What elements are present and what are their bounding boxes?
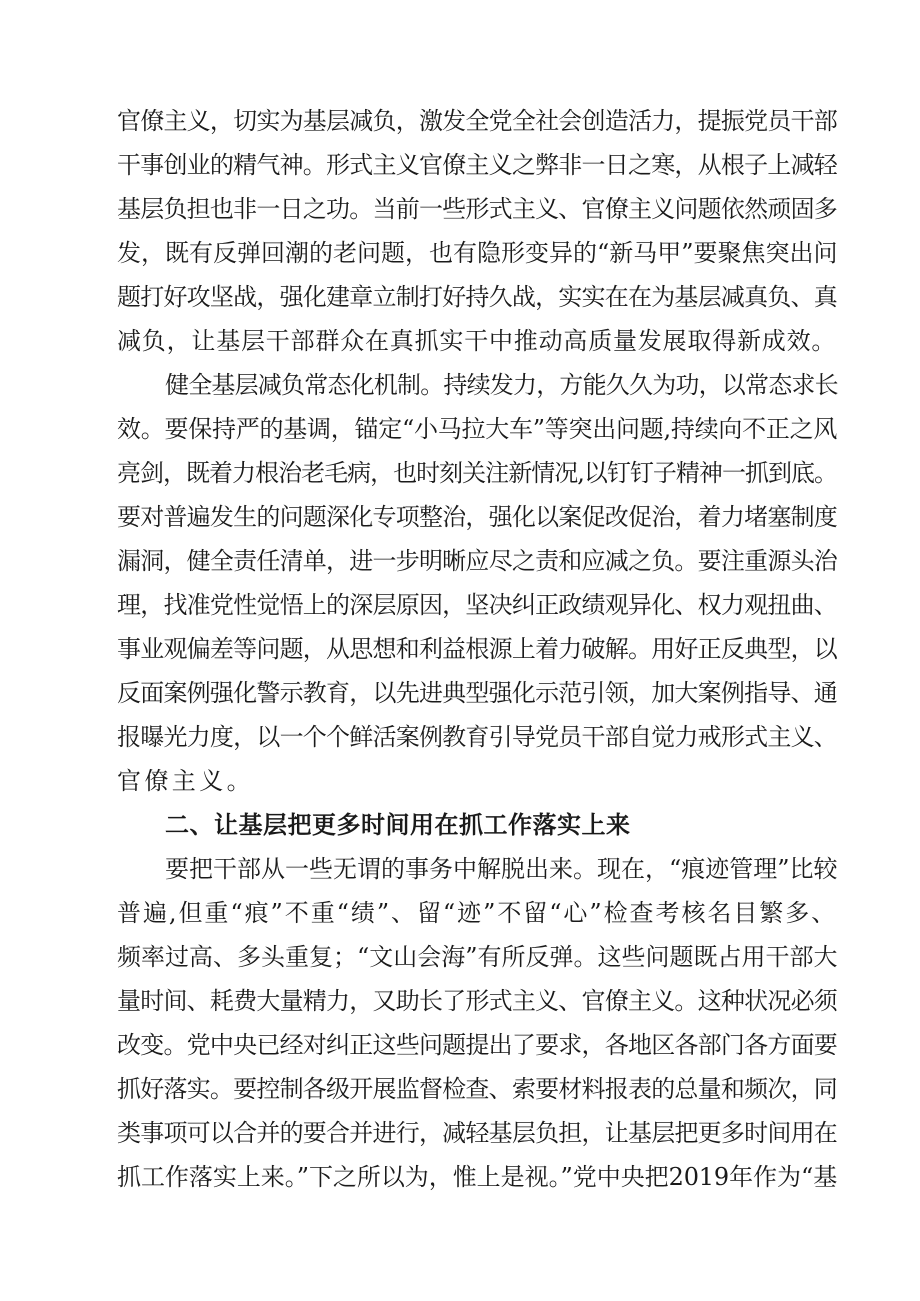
document-page [117, 99, 837, 1199]
text-line: 抓好落实。要控制各级开展监督检查、索要材料报表的总量和频次，同 [117, 1075, 837, 1103]
text-line: 亮剑，既着力根治老毛病，也时刻关注新情况,以钉钉子精神一抓到底。 [117, 459, 837, 487]
text-line: 改变。党中央已经对纠正这些问题提出了要求，各地区各部门各方面要 [117, 1031, 837, 1059]
text-line: 普遍,但重“痕”不重“绩”、留“迹”不留“心”检查考核名目繁多、 [117, 899, 837, 927]
text-line: 题打好攻坚战，强化建章立制打好持久战，实实在在为基层减真负、真 [117, 283, 837, 311]
text-line: 事业观偏差等问题，从思想和利益根源上着力破解。用好正反典型，以 [117, 635, 837, 663]
text-line: 官僚主义。 [117, 767, 254, 795]
section-heading: 二、让基层把更多时间用在抓工作落实上来 [165, 811, 631, 839]
body-paragraph-3 [117, 847, 837, 1199]
text-line: 减负，让基层干部群众在真抓实干中推动高质量发展取得新成效。 [117, 327, 837, 355]
text-line: 健全基层减负常态化机制。持续发力，方能久久为功，以常态求长 [165, 371, 838, 399]
text-line: 反面案例强化警示教育，以先进典型强化示范引领，加大案例指导、通 [117, 679, 837, 707]
text-line: 官僚主义，切实为基层减负，激发全党全社会创造活力，提振党员干部 [117, 107, 837, 135]
text-line: 发，既有反弹回潮的老问题，也有隐形变异的“新马甲”要聚焦突出问 [117, 239, 838, 267]
text-line: 量时间、耗费大量精力，又助长了形式主义、官僚主义。这种状况必须 [117, 987, 837, 1015]
text-line: 效。要保持严的基调，锚定“小马拉大车”等突出问题,持续向不正之风 [117, 415, 837, 443]
text-line: 基层负担也非一日之功。当前一些形式主义、官僚主义问题依然顽固多 [117, 195, 837, 223]
text-line: 报曝光力度，以一个个鲜活案例教育引导党员干部自觉力戒形式主义、 [117, 723, 837, 751]
body-paragraph-2 [117, 363, 837, 803]
text-line: 要把干部从一些无谓的事务中解脱出来。现在，“痕迹管理”比较 [165, 855, 838, 883]
text-line: 漏洞，健全责任清单，进一步明晰应尽之责和应减之负。要注重源头治 [117, 547, 837, 575]
text-line: 理，找准党性觉悟上的深层原因，坚决纠正政绩观异化、权力观扭曲、 [117, 591, 837, 619]
body-paragraph-1 [117, 99, 837, 363]
text-line: 抓工作落实上来。”下之所以为，惟上是视。”党中央把2019年作为“基 [117, 1163, 837, 1191]
text-line: 类事项可以合并的要合并进行，减轻基层负担，让基层把更多时间用在 [117, 1119, 837, 1147]
text-line: 干事创业的精气神。形式主义官僚主义之弊非一日之寒，从根子上减轻 [117, 151, 837, 179]
text-line: 要对普遍发生的问题深化专项整治，强化以案促改促治，着力堵塞制度 [117, 503, 837, 531]
text-line: 频率过高、多头重复；“文山会海”有所反弹。这些问题既占用干部大 [117, 943, 838, 971]
